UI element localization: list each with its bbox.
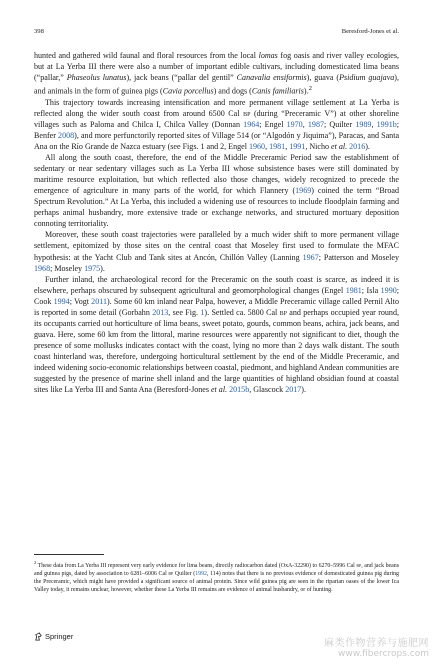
citation-link[interactable]: 1991b xyxy=(376,119,397,129)
text-run: ) coined the term “Broad Spectrum Revolution.” At La Yerba, this included a widening use of resources to include floodplain farming and perhaps animal husbandry, more extensive trade or exchange networks, and structured mortuary deposition connoting territoriality. xyxy=(34,186,399,229)
italic-text: Psidium guajava xyxy=(339,73,395,83)
text-run: , Glascock xyxy=(249,385,286,395)
footnote xyxy=(34,559,399,594)
citation-link[interactable]: 2013 xyxy=(152,307,169,317)
text-run: ). xyxy=(100,263,105,273)
citation-link[interactable]: 2011 xyxy=(91,296,107,306)
text-run: hunted and gathered wild faunal and floral resources from the local xyxy=(34,51,259,60)
italic-text: lomas xyxy=(258,51,278,60)
footnote-number: 2 xyxy=(34,560,37,565)
italic-text: et al. xyxy=(331,142,348,152)
paragraph xyxy=(34,152,399,229)
text-run: Further inland, the archaeological record for the Preceramic on the south coast is scarce, as indeed it is elsewhere, perhaps obscured by subsequent agricultural and geomorphological changes (Engel xyxy=(34,274,399,295)
text-run: , see Fig. xyxy=(168,307,201,317)
citation-link[interactable]: 1975 xyxy=(84,263,101,273)
text-run: ; Cook xyxy=(34,285,399,306)
paragraph xyxy=(34,97,399,152)
text-run: ; Quilter xyxy=(323,119,356,129)
text-run: and perhaps occupied year round, its occupants carried out horticulture of lima beans, sweet potato, gourds, common beans, achira, jack beans, and guava. Here, some 60 km from the littoral, marine resources were apparently not significant to diet, though the presence of some mollusks indicates contact with the coast, lying no more than 2 days walk distant. The south coast hinterland was, therefore, undergoing horticultural settlement by the end of the Middle Preceramic, and indeed widening socio-economic relationships between coastal, piedmont, and highland Andean communities are suggested by the presence of marine shell inland and the large quantities of highland obsidian found at coastal sites like La Yerba III and Santa Ana (Beresford-Jones xyxy=(34,307,399,395)
paragraph xyxy=(34,274,399,396)
citation-link[interactable]: 1990 xyxy=(380,285,397,295)
page-number: 398 xyxy=(34,28,44,35)
text-run: ) and dogs ( xyxy=(213,86,252,96)
italic-text: Canavalia ensiformis xyxy=(236,73,307,83)
text-run: , xyxy=(285,142,290,152)
citation-link[interactable]: 1981 xyxy=(269,142,286,152)
citation-link[interactable]: 2016 xyxy=(349,142,366,152)
citation-link[interactable]: 1992 xyxy=(195,571,207,578)
italic-text: Phaseolus lunatus xyxy=(66,73,127,83)
text-run: , xyxy=(371,119,377,129)
text-run: ). xyxy=(301,385,306,395)
article-body xyxy=(34,50,399,395)
citation-link[interactable]: 2015b xyxy=(229,385,250,395)
era-abbrev: bp xyxy=(168,571,174,578)
text-run: ), guava ( xyxy=(306,73,340,83)
text-run: ). Settled ca. 5800 Cal xyxy=(204,307,280,317)
citation-link[interactable]: 1989 xyxy=(355,119,372,129)
text-run: Quilter ( xyxy=(173,571,196,578)
citation-link[interactable]: 1994 xyxy=(53,296,70,306)
era-abbrev: bp xyxy=(243,108,251,118)
citation-link[interactable]: 1960 xyxy=(248,142,266,152)
text-run: ; Isla xyxy=(361,285,381,295)
springer-horse-icon xyxy=(34,632,43,641)
era-abbrev: bp xyxy=(279,307,287,317)
text-run: These data from La Yerba III represent very early evidence for lima beans, directly radiocarbon dated (OxA-32290) to 6270–5996 Cal xyxy=(37,562,357,569)
italic-text: Canis familiaris xyxy=(251,86,304,96)
watermark-url: www.fibercrops.com xyxy=(338,649,429,659)
citation-link[interactable]: 1970 xyxy=(286,119,303,129)
citation-link[interactable]: 1964 xyxy=(243,119,260,129)
page-header xyxy=(34,28,399,40)
paragraph xyxy=(34,50,399,97)
text-run: ). xyxy=(365,142,370,152)
text-run: ; Moseley xyxy=(50,263,85,273)
text-run: , xyxy=(302,119,308,129)
text-run: ). xyxy=(303,86,309,96)
text-run: All along the south coast, therefore, the end of the Middle Preceramic Period saw the establishment of sedentary or near sedentary villages such as La Yerba III whose subsistence bases were still dominated by maritime resource exploitation, but which reflected also those changes, widely recognized to precede the emergence of agriculture in many parts of the world, for which Flannery ( xyxy=(34,153,399,196)
citation-link[interactable]: 1967 xyxy=(302,252,319,262)
italic-text: Cavia porcellus xyxy=(162,86,214,96)
footnote-marker: 2 xyxy=(308,85,312,93)
text-run: (during “Preceramic V”) at other shoreline villages such as Paloma and Chilca I, Chilca Valley (Donnan xyxy=(34,108,400,129)
text-run: ; Engel xyxy=(259,119,287,129)
publisher-name: Springer xyxy=(45,632,74,641)
citation-link[interactable]: 1968 xyxy=(34,263,51,273)
italic-text: et al. xyxy=(210,385,228,395)
footnote-divider xyxy=(34,554,104,555)
citation-link[interactable]: 1 xyxy=(200,307,205,317)
text-run: This trajectory towards increasing intensification and more permanent village settlement at La Yerba is reflected along the wider south coast from around 6500 Cal xyxy=(34,97,399,118)
citation-link[interactable]: 1969 xyxy=(295,186,312,196)
text-run: Moreover, these south coast trajectories were paralleled by a much wider shift to more permanent village settlement, epitomized by those sites on the central coast that Moseley first used to formulate the MFAC hypothesis: at the Yacht Club and Tank sites at Ancón, Chillón Valley (Lanning xyxy=(34,230,399,262)
running-title: Beresford-Jones et al. xyxy=(341,28,399,35)
text-run: ), and more perfunctorily reported sites of Village 514 (or “Algodón y Jiquima”), Paracas, and Santa Ana on the Río Grande de Nazca estuary (see Figs. 1 and 2, Engel xyxy=(34,131,400,152)
text-run: ), jack beans (“pallar del gentil” xyxy=(126,73,237,83)
text-run: , 114) notes that there is no previous evidence of domesticated guinea pig during the Preceramic, which might have provided a significant source of animal protein. Since wild guinea pig are seen in the riparian oases of the lower Ica Valley today, it remains unclear, however, whether these La Yerba III remains are evidence of animal husbandry, or of hunting. xyxy=(34,571,399,594)
citation-link[interactable]: 1987 xyxy=(307,119,324,129)
citation-link[interactable]: 1981 xyxy=(345,285,362,295)
text-run: , Nicho xyxy=(305,142,332,152)
text-run: ), and animals in the form of guinea pigs ( xyxy=(34,73,399,96)
text-run: ). Some 60 km inland near Palpa, however, a Middle Preceramic village called Pernil Alto is reported in some detail (Gorbahn xyxy=(34,296,400,317)
watermark-chinese: 麻类作物营养与施肥网 xyxy=(324,638,429,649)
text-run: , and jack beans and guinea pigs, dated by association to 6281–6006 Cal xyxy=(34,562,399,578)
text-run: ; Patterson and Moseley xyxy=(318,252,399,262)
citation-link[interactable]: 2008 xyxy=(58,131,75,140)
text-run: , xyxy=(265,142,270,152)
citation-link[interactable]: 2017 xyxy=(285,385,302,395)
publisher-logo xyxy=(34,632,73,641)
era-abbrev: bp xyxy=(356,562,362,569)
paragraph xyxy=(34,229,399,273)
text-run: ; Vogt xyxy=(69,296,92,306)
text-run: ; Benfer xyxy=(34,119,400,140)
text-run: fog oasis and river valley ecologies, but at La Yerba III there were also a number of important edible cultivars, including domesticated lima beans (“pallar,” xyxy=(34,51,399,83)
watermark xyxy=(324,638,429,660)
citation-link[interactable]: 1991 xyxy=(289,142,306,152)
